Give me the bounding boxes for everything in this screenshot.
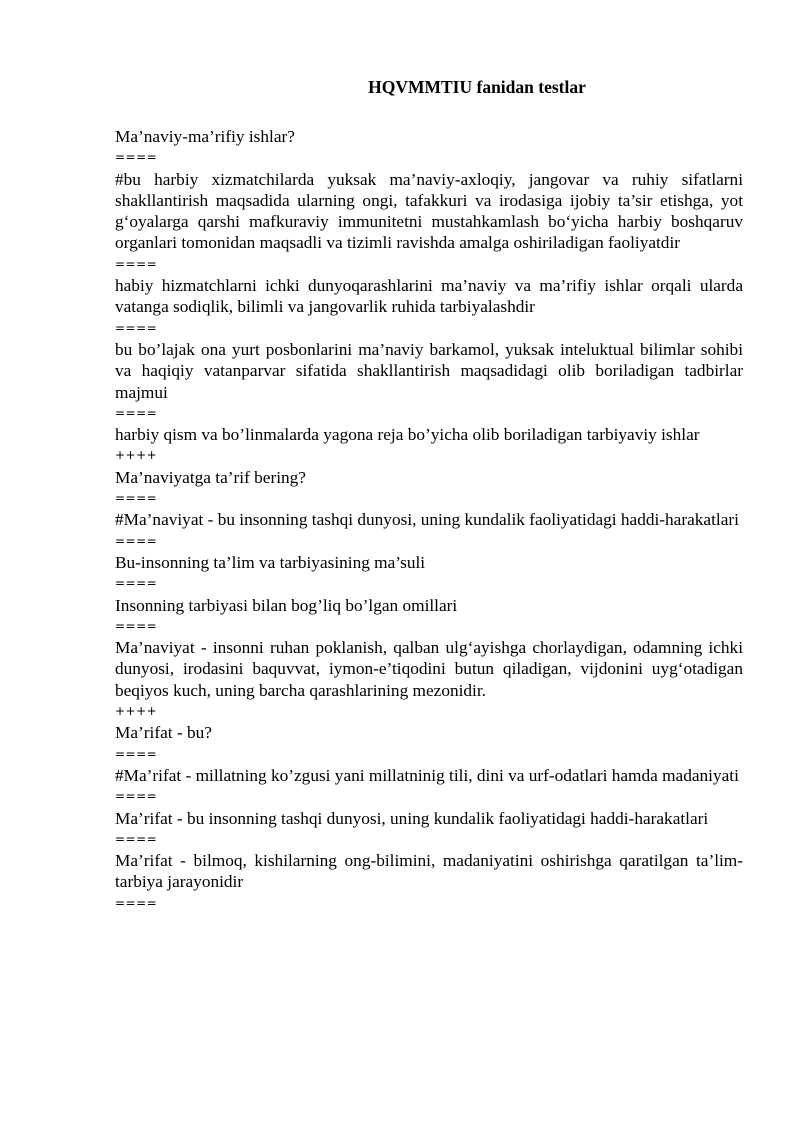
document-title: HQVMMTIU fanidan testlar	[368, 77, 586, 97]
separator: ====	[115, 746, 158, 761]
paragraph: Bu-insonning ta’lim va tarbiyasining ma’suli	[115, 552, 426, 572]
separator: ====	[115, 831, 158, 846]
separator: ====	[115, 576, 158, 591]
document-body	[115, 126, 743, 914]
paragraph: Ma’rifat - bu insonning tashqi dunyosi, uning kundalik faoliyatidagi haddi-harakatlari	[115, 808, 709, 828]
paragraph: Ma’naviyatga ta’rif bering?	[115, 467, 306, 487]
paragraph: Ma’rifat - bu?	[115, 723, 212, 743]
paragraph: #bu harbiy xizmatchilarda yuksak ma’naviy-axloqiy, jangovar va ruhiy sifatlarni shakllantirish maqsadida ularning ongi, tafakkuri va irodasiga ijobiy ta’sir etishga, yot g‘oyalarga qarshi mafkuraviy immunitetni mustahkamlash bo‘yicha harbiy boshqaruv organlari tomonidan maqsadli va tizimli ravishda amalga oshiriladigan faoliyatdir	[115, 169, 743, 253]
separator: ++++	[115, 704, 158, 719]
paragraph: Insonning tarbiyasi bilan bog’liq bo’lgan omillari	[115, 595, 458, 615]
paragraph: Ma’naviyat - insonni ruhan poklanish, qalban ulg‘ayishga chorlaydigan, odamning ichki dunyosi, irodasini baquvvat, iymon-e’tiqodini butun qiladigan, vijdonini uyg‘otadigan beqiyos kuch, uning barcha qarashlarining mezonidir.	[115, 638, 743, 700]
separator: ====	[115, 533, 158, 548]
separator: ====	[115, 895, 158, 910]
separator: ====	[115, 405, 158, 420]
separator: ====	[115, 789, 158, 804]
paragraph: Ma’rifat - bilmoq, kishilarning ong-bilimini, madaniyatini oshirishga qaratilgan ta’lim-tarbiya jarayonidir	[115, 851, 743, 892]
paragraph: bu bo’lajak ona yurt posbonlarini ma’naviy barkamol, yuksak inteluktual bilimlar sohibi va haqiqiy vatanparvar sifatida shakllantirish maqsadidagi olib boriladigan tadbirlar majmui	[115, 339, 743, 402]
paragraph: harbiy qism va bo’linmalarda yagona reja bo’yicha olib boriladigan tarbiyaviy ishlar	[115, 425, 700, 445]
separator: ====	[115, 491, 158, 506]
document-page	[115, 76, 743, 914]
paragraph: Ma’naviy-ma’rifiy ishlar?	[115, 127, 295, 146]
paragraph: habiy hizmatchlarni ichki dunyoqarashlarini ma’naviy va ma’rifiy ishlar orqali ularda vatanga sodiqlik, bilimli va jangovarlik ruhida tarbiyalashdir	[115, 276, 743, 317]
paragraph: #Ma’naviyat - bu insonning tashqi dunyosi, uning kundalik faoliyatidagi haddi-harakatlari	[115, 510, 739, 530]
separator: ====	[115, 320, 158, 335]
paragraph: #Ma’rifat - millatning ko’zgusi yani millatninig tili, dini va urf-odatlari hamda madaniyati	[115, 765, 739, 785]
separator: ====	[115, 256, 158, 271]
separator: ====	[115, 150, 158, 165]
separator: ====	[115, 618, 158, 633]
separator: ++++	[115, 448, 158, 463]
